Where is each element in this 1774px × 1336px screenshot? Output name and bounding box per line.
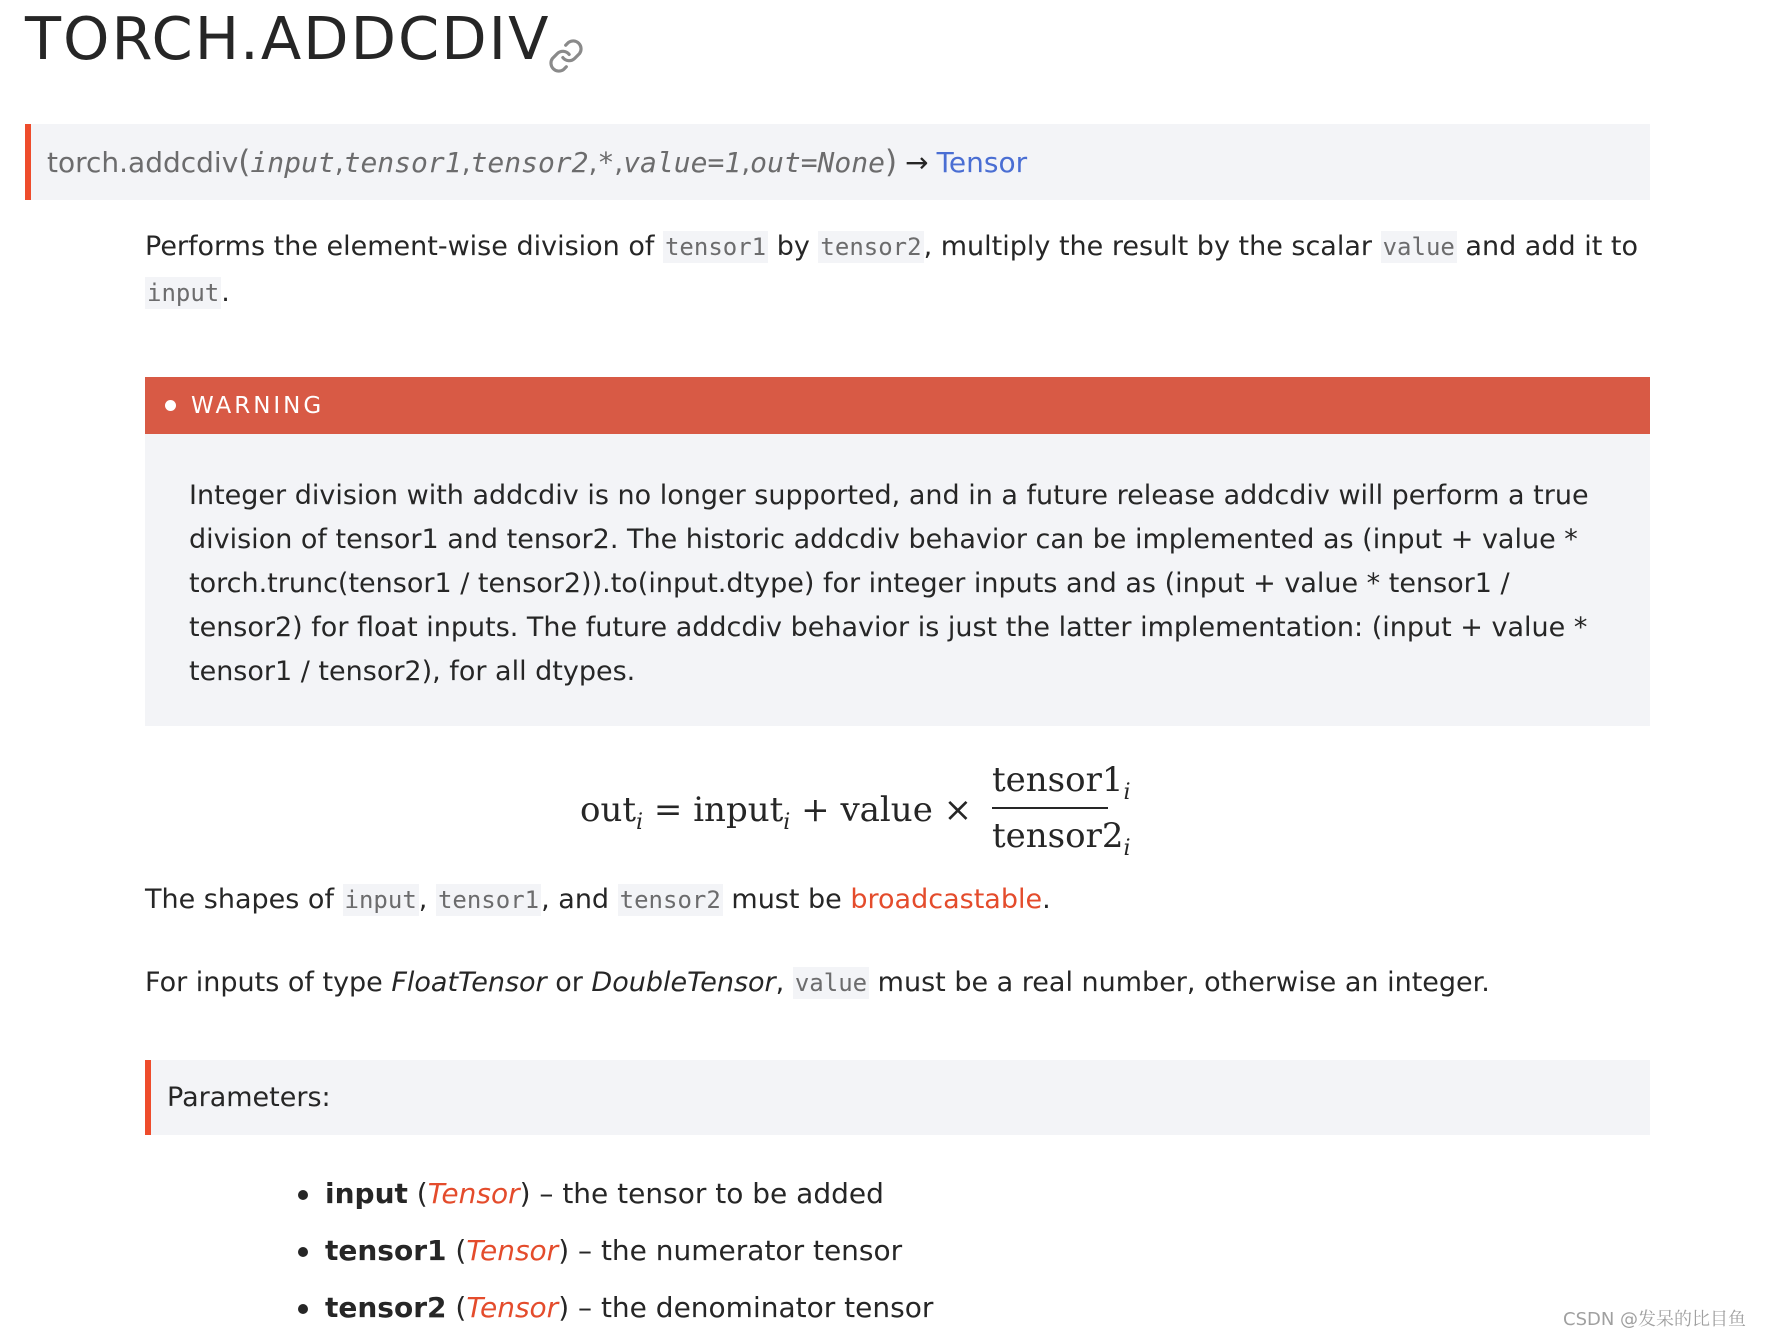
formula-eq: = [643, 790, 694, 830]
warning-label: WARNING [191, 392, 325, 419]
bullet-icon [165, 400, 176, 411]
formula-times: × [932, 790, 973, 830]
text: must be a real number, otherwise an integer. [869, 967, 1490, 998]
return-arrow: → [905, 145, 929, 179]
text: ( [446, 1291, 467, 1324]
shapes-paragraph [145, 877, 1645, 923]
formula-subscript: i [783, 809, 791, 835]
param-name: tensor1 [325, 1234, 447, 1267]
text: ) [558, 1291, 570, 1324]
watermark: CSDN @发呆的比目鱼​ [1563, 1309, 1747, 1330]
numerator-text: tensor1 [992, 760, 1124, 800]
function-signature [25, 124, 1650, 200]
inline-code: tensor1 [664, 233, 767, 261]
formula [580, 755, 1140, 865]
list-item [295, 1165, 933, 1222]
signature-separator: , [334, 145, 344, 179]
inline-code: tensor1 [437, 886, 540, 914]
text: For inputs of type [145, 967, 392, 998]
formula-value: value [840, 790, 933, 830]
text: , [418, 884, 436, 915]
inline-code: value [1382, 233, 1455, 261]
text: , and [541, 884, 618, 915]
text: , multiply the result by the scalar [923, 231, 1381, 262]
signature-arg: value=1 [623, 145, 742, 179]
formula-plus: + [790, 790, 841, 830]
signature-open-paren: ( [238, 144, 251, 180]
formula-lhs [580, 790, 972, 835]
formula-fraction [992, 755, 1131, 861]
signature-separator: , [588, 145, 598, 179]
text: . [1042, 884, 1051, 915]
warning-text: Integer division with addcdiv is no longer supported, and in a future release addcdiv will perform a true division of tensor1 and tensor2. The historic addcdiv behavior can be implemented as (input + value * torch.trunc(tensor1 / tensor2)).to(input.dtype) for integer inputs and as (input + value * tensor1 / tensor2) for float inputs. The future addcdiv behavior is just the latter implementation: (input + value * tensor1 / tensor2), for all dtypes. [189, 480, 1589, 687]
inline-code: input [147, 279, 220, 307]
inline-code: input [344, 886, 417, 914]
signature-arg: tensor2 [470, 145, 589, 179]
signature-separator: , [461, 145, 471, 179]
inline-code: tensor2 [820, 233, 922, 261]
broadcastable-link[interactable]: broadcastable [850, 884, 1043, 915]
text: ) [519, 1177, 531, 1210]
types-paragraph [145, 960, 1645, 1006]
page-title [25, 4, 550, 73]
description-paragraph [145, 224, 1645, 316]
parameters-label: Parameters: [167, 1082, 331, 1113]
signature-arg: tensor1 [343, 145, 462, 179]
list-item [295, 1222, 933, 1279]
text: Performs the element-wise division of [145, 231, 663, 262]
signature-close-paren: ) [884, 144, 898, 180]
text: , [775, 967, 793, 998]
formula-numerator [992, 755, 1131, 805]
warning-admonition [145, 377, 1650, 726]
formula-input: input [693, 790, 784, 830]
inline-code: value [794, 969, 868, 997]
parameters-list [295, 1165, 933, 1336]
inline-code: tensor2 [619, 886, 721, 914]
param-desc: – the denominator tensor [569, 1291, 934, 1324]
signature-arg: out=None [750, 145, 885, 179]
text: must be [722, 884, 851, 915]
text: . [221, 277, 230, 308]
fraction-bar [992, 807, 1108, 809]
param-name: input [325, 1177, 408, 1210]
formula-subscript: i [1123, 835, 1131, 861]
param-type-link[interactable]: Tensor [466, 1291, 559, 1324]
text: or [546, 967, 592, 998]
formula-subscript: i [1123, 779, 1131, 805]
formula-denominator [992, 811, 1131, 861]
text: and add it to [1456, 231, 1638, 262]
parameters-header [145, 1060, 1650, 1135]
type-name: DoubleTensor [591, 967, 776, 998]
signature-function-name: torch.addcdiv [47, 145, 239, 179]
signature-separator: , [614, 145, 624, 179]
page-title-text: TORCH.ADDCDIV [25, 4, 551, 73]
param-desc: – the numerator tensor [569, 1234, 903, 1267]
text: ( [446, 1234, 467, 1267]
list-item [295, 1279, 933, 1336]
type-name: FloatTensor [391, 967, 547, 998]
text: The shapes of [145, 884, 343, 915]
param-desc: – the tensor to be added [530, 1177, 884, 1210]
denominator-text: tensor2 [992, 816, 1124, 856]
formula-subscript: i [636, 809, 644, 835]
return-type-link[interactable]: Tensor [936, 145, 1028, 179]
signature-arg: * [597, 145, 615, 179]
warning-header [145, 377, 1650, 434]
param-name: tensor2 [325, 1291, 447, 1324]
signature-separator: , [741, 145, 751, 179]
text: ) [558, 1234, 570, 1267]
text: ( [407, 1177, 428, 1210]
param-type-link[interactable]: Tensor [466, 1234, 559, 1267]
formula-out: out [580, 790, 637, 830]
param-type-link[interactable]: Tensor [427, 1177, 520, 1210]
signature-arg: input [250, 145, 335, 179]
text: by [768, 231, 819, 262]
permalink-icon[interactable] [547, 20, 585, 89]
